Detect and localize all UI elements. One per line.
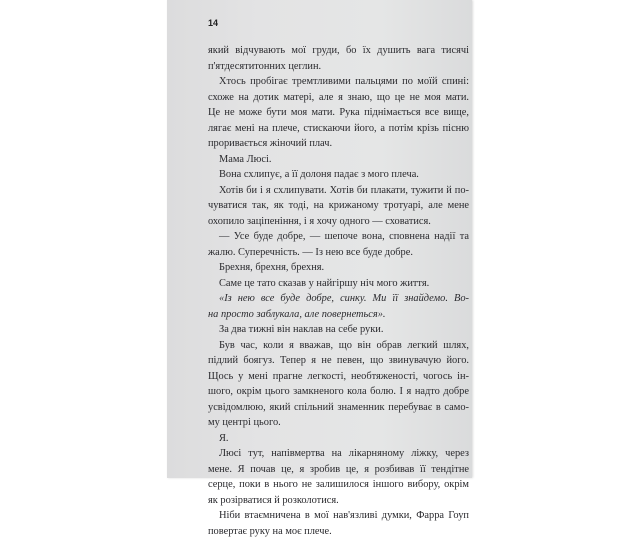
text-line: За два тижні він наклав на себе руки.	[208, 322, 469, 338]
text-line: мене. Я почав це, я зробив це, я розбивав її тендітне	[208, 462, 469, 478]
text-line: «Із нею все буде добре, синку. Ми її знайдемо. Во-	[208, 291, 469, 307]
text-line: на просто заблукала, але повернеться».	[208, 307, 469, 323]
text-line: п'ятдесятитонних цеглин.	[208, 59, 469, 75]
text-line: Мама Люсі.	[208, 152, 469, 168]
page-number: 14	[208, 18, 218, 28]
text-line: Вона схлипує, а її долоня падає з мого плеча.	[208, 167, 469, 183]
book-page	[167, 0, 472, 478]
text-line: — Усе буде добре, — шепоче вона, сповнена надії та	[208, 229, 469, 245]
text-line: який відчувають мої груди, бо їх душить вага тисячі	[208, 43, 469, 59]
text-line: схоже на дотик матері, але я знаю, що це не моя мати.	[208, 90, 469, 106]
text-line: підлий боягуз. Тепер я не певен, що звинувачую його.	[208, 353, 469, 369]
text-line: шого, окрім цього замкненого кола болю. І я надто добре	[208, 384, 469, 400]
text-line: Брехня, брехня, брехня.	[208, 260, 469, 276]
text-line: чуватися так, як тоді, на крижаному тротуарі, але мене	[208, 198, 469, 214]
text-line: Саме це тато сказав у найгіршу ніч мого життя.	[208, 276, 469, 292]
text-line: жалю. Суперечність. — Із нею все буде добре.	[208, 245, 469, 261]
text-line: Люсі тут, напівмертва на лікарняному ліжку, через	[208, 446, 469, 462]
text-line: му центрі цього.	[208, 415, 469, 431]
text-line: усвідомлюю, який спільний знаменник перебуває в само-	[208, 400, 469, 416]
text-line: Я.	[208, 431, 469, 447]
text-line: Ніби втаємничена в мої нав'язливі думки, Фарра Гоуп	[208, 508, 469, 524]
text-line: лягає мені на плече, стискаючи його, а потім крізь пісню	[208, 121, 469, 137]
text-line: охопило заціпеніння, і я хочу одного — сховатися.	[208, 214, 469, 230]
text-line: повертає руку на моє плече.	[208, 524, 469, 539]
text-line: Це не може бути моя мати. Рука піднімається все вище,	[208, 105, 469, 121]
text-line: Був час, коли я вважав, що він обрав легкий шлях,	[208, 338, 469, 354]
page-text	[208, 43, 469, 539]
text-line: Щось у мені прагне легкості, необтяженості, чогось ін-	[208, 369, 469, 385]
text-line: Хтось пробігає тремтливими пальцями по моїй спині:	[208, 74, 469, 90]
text-line: проривається жіночий плач.	[208, 136, 469, 152]
text-line: Хотів би і я схлипувати. Хотів би плакати, тужити й по-	[208, 183, 469, 199]
text-line: серце, поки в нього не залишилося іншого вибору, окрім	[208, 477, 469, 493]
text-line: як розірватися й розколотися.	[208, 493, 469, 509]
